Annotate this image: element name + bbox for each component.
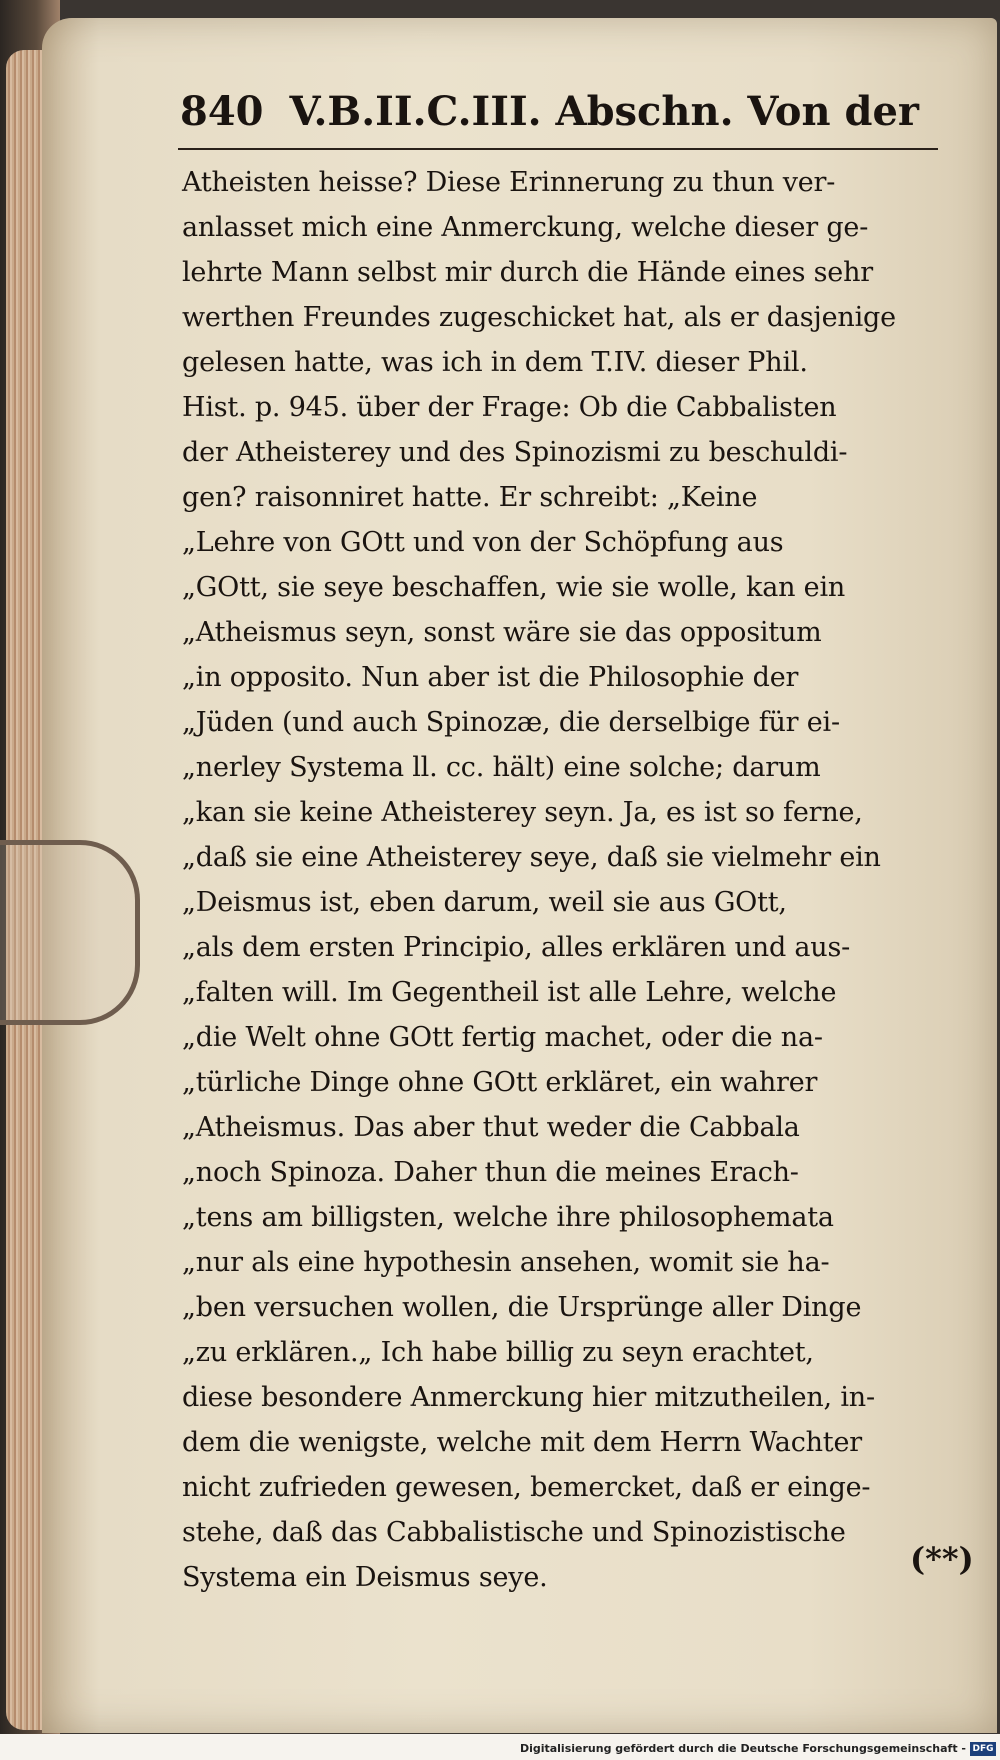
- text-line: „kan sie keine Atheisterey seyn. Ja, es ist so ferne,: [182, 797, 863, 828]
- text-line: „Deismus ist, eben darum, weil sie aus GOtt,: [182, 887, 787, 918]
- text-line: „GOtt, sie seye beschaffen, wie sie wolle, kan ein: [182, 572, 846, 603]
- page-clip: [0, 840, 140, 1025]
- text-line: „daß sie eine Atheisterey seye, daß sie vielmehr ein: [182, 842, 881, 873]
- catchword: (**): [910, 1540, 974, 1578]
- text-line: „in opposito. Nun aber ist die Philosophie der: [182, 662, 799, 693]
- text-line: werthen Freundes zugeschicket hat, als er dasjenige: [182, 302, 896, 333]
- text-line: gelesen hatte, was ich in dem T.IV. dieser Phil.: [182, 347, 808, 378]
- text-line: „Lehre von GOtt und von der Schöpfung aus: [182, 527, 784, 558]
- text-line: Hist. p. 945. über der Frage: Ob die Cabbalisten: [182, 392, 837, 423]
- text-line: der Atheisterey und des Spinozismi zu beschuldi-: [182, 437, 848, 468]
- text-line: „türliche Dinge ohne GOtt erkläret, ein wahrer: [182, 1067, 818, 1098]
- header-rule: [178, 148, 938, 150]
- text-line: „nerley Systema ll. cc. hält) eine solche; darum: [182, 752, 821, 783]
- text-line: „ben versuchen wollen, die Ursprünge aller Dinge: [182, 1292, 862, 1323]
- running-title: V.B.II.C.III. Abschn. Von der: [289, 88, 919, 135]
- text-line: stehe, daß das Cabbalistische und Spinozistische: [182, 1517, 846, 1548]
- running-header: [180, 88, 940, 148]
- text-line: diese besondere Anmerckung hier mitzutheilen, in-: [182, 1382, 875, 1413]
- digitization-credit: Digitalisierung gefördert durch die Deutsche Forschungsgemeinschaft -: [519, 1742, 966, 1755]
- text-line: „noch Spinoza. Daher thun die meines Erach-: [182, 1157, 799, 1188]
- text-line: „zu erklären.„ Ich habe billig zu seyn erachtet,: [182, 1337, 814, 1368]
- text-line: „die Welt ohne GOtt fertig machet, oder die na-: [182, 1022, 823, 1053]
- text-line: lehrte Mann selbst mir durch die Hände eines sehr: [182, 257, 873, 288]
- text-line: „tens am billigsten, welche ihre philosophemata: [182, 1202, 834, 1233]
- text-line: anlasset mich eine Anmerckung, welche dieser ge-: [182, 212, 869, 243]
- text-line: „Atheismus. Das aber thut weder die Cabbala: [182, 1112, 800, 1143]
- text-line: Atheisten heisse? Diese Erinnerung zu thun ver-: [182, 167, 836, 198]
- text-line: nicht zufrieden gewesen, bemercket, daß er einge-: [182, 1472, 871, 1503]
- page-number: 840: [180, 88, 264, 135]
- text-line: „Atheismus seyn, sonst wäre sie das oppositum: [182, 617, 822, 648]
- body-text: [182, 160, 972, 1600]
- text-line: dem die wenigste, welche mit dem Herrn Wachter: [182, 1427, 862, 1458]
- text-line: gen? raisonniret hatte. Er schreibt: „Keine: [182, 482, 758, 513]
- text-line: „nur als eine hypothesin ansehen, womit sie ha-: [182, 1247, 830, 1278]
- text-line: „Jüden (und auch Spinozæ, die derselbige für ei-: [182, 707, 840, 738]
- text-line: „als dem ersten Principio, alles erklären und aus-: [182, 932, 851, 963]
- dfg-logo: DFG: [970, 1742, 996, 1756]
- text-line: „falten will. Im Gegentheil ist alle Lehre, welche: [182, 977, 837, 1008]
- text-line: Systema ein Deismus seye.: [182, 1562, 548, 1593]
- footer-band: [0, 1734, 1000, 1760]
